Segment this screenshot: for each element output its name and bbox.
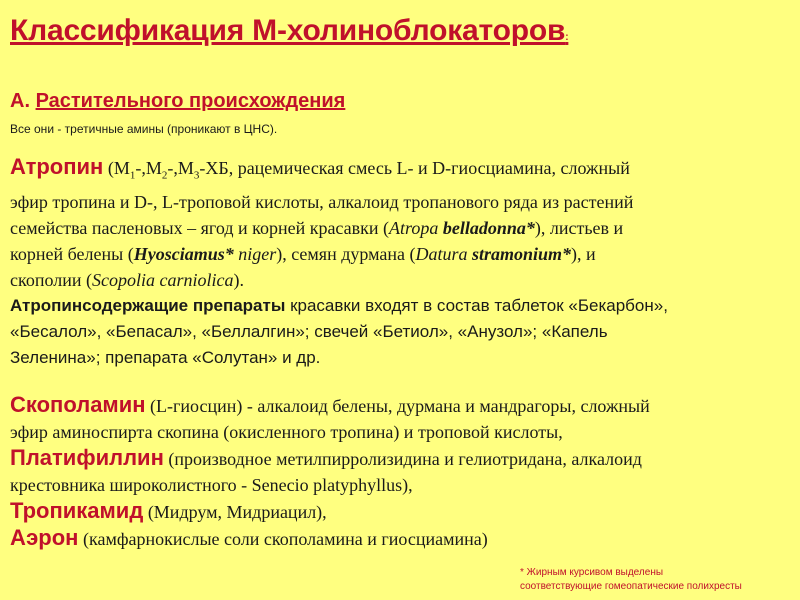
- aeron-line: Аэрон (камфарнокислые соли скополамина и гиосциамина): [10, 525, 488, 550]
- preparations-line-3: Зеленина»; препарата «Солутан» и др.: [10, 347, 321, 367]
- footnote: [520, 566, 742, 594]
- drug-name-tropicamide: Тропикамид: [10, 498, 144, 523]
- footnote-line-1: * Жирным курсивом выделены: [520, 567, 664, 578]
- atropine-line-2: эфир тропина и D-, L-троповой кислоты, алкалоид тропанового ряда из растений: [10, 191, 634, 212]
- drug-name-scopolamine: Скополамин: [10, 392, 146, 417]
- title-colon: :: [565, 32, 569, 43]
- atropine-line-1: Атропин ($М_1-,М_2-,М_3-ХБ$, рацемическая смесь L- и D-гиосциамина, сложный: [10, 154, 630, 182]
- atropine-line-3: семейства пасленовых – ягод и корней красавки (Atropa belladonna*), листьев и: [10, 217, 624, 238]
- drug-name-atropine: Атропин: [10, 154, 104, 179]
- drug-name-aeron: Аэрон: [10, 525, 79, 550]
- preparations-line-2: «Бесалол», «Бепасал», «Беллалгин»; свечей «Бетиол», «Анузол»; «Капель: [10, 321, 608, 341]
- scopolamine-line-2: эфир аминоспирта скопина (окисленного тропина) и троповой кислоты,: [10, 422, 563, 442]
- platyphylline-line-2: крестовника широколистного - Senecio platyphyllus),: [10, 475, 413, 495]
- preparations-heading: Атропинсодержащие препараты: [10, 295, 286, 315]
- atropine-line-5: скополии (Scopolia carniolica).: [10, 269, 244, 290]
- slide-title: [10, 14, 568, 48]
- section-a-name: Растительного происхождения: [35, 90, 346, 112]
- scopolamine-line-1: Скополамин (L-гиосцин) - алкалоид белены, дурмана и мандрагоры, сложный: [10, 392, 650, 417]
- platyphylline-line-1: Платифиллин (производное метилпирролизидина и гелиотридана, алкалоид: [10, 445, 642, 470]
- section-a-letter: А.: [10, 90, 30, 112]
- atropine-line-4: корней белены (Hyosciamus* niger), семян дурмана (Datura stramonium*), и: [10, 243, 596, 264]
- atropine-block: [10, 154, 794, 371]
- other-drugs-block: [10, 392, 794, 552]
- title-text: Классификация М-холиноблокаторов: [10, 14, 566, 47]
- section-a-heading: [10, 90, 345, 113]
- footnote-line-2: соответствующие гомеопатические полихресты: [520, 581, 742, 592]
- section-a-note: Все они - третичные амины (проникают в ЦНС).: [10, 122, 278, 136]
- preparations-line-1: Атропинсодержащие препараты красавки входят в состав таблеток «Бекарбон»,: [10, 295, 668, 315]
- tropicamide-line: Тропикамид (Мидрум, Мидриацил),: [10, 498, 327, 523]
- drug-name-platyphylline: Платифиллин: [10, 445, 164, 470]
